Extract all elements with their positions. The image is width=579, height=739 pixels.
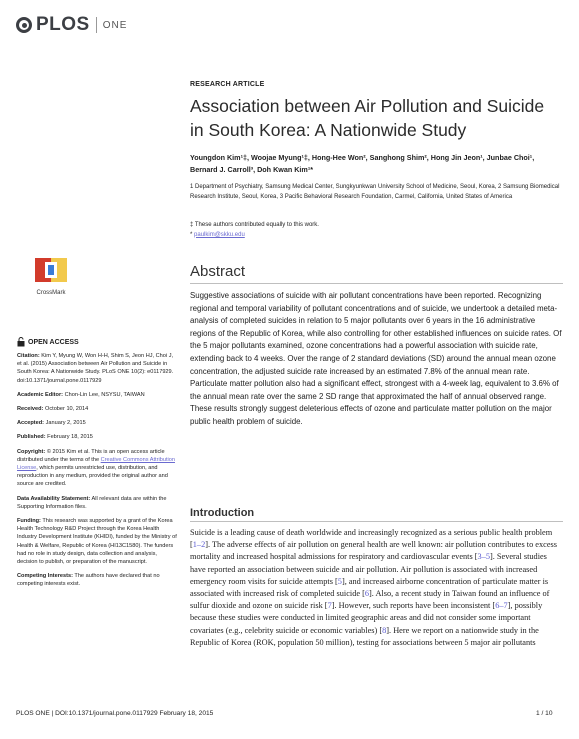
logo-divider: [96, 17, 97, 33]
received-date: October 10, 2014: [43, 406, 89, 413]
accepted-label: Accepted:: [17, 420, 45, 427]
funding-label: Funding:: [17, 518, 41, 525]
article-type: RESEARCH ARTICLE: [190, 81, 265, 88]
copyright-label: Copyright:: [17, 448, 46, 455]
intro-segment: ]. Also, a recent study in Taiwan found an influence of sulfur dioxide and ozone on suicide risk [: [190, 589, 550, 611]
reference-link[interactable]: 6: [364, 589, 370, 599]
crossmark-label: CrossMark: [36, 290, 66, 296]
intro-segment: Suicide is a leading cause of death worldwide and increasingly recognized as a serious public health problem [: [190, 528, 553, 550]
funding-block: [17, 517, 177, 566]
data-availability-label: Data Availability Statement:: [17, 495, 91, 502]
intro-segment: ]. The adverse effects of air pollution on general health are well known: air pollution contributes to excess mortality and increased hospital admissions for respiratory and cardiovascular events [: [190, 540, 557, 562]
logo-journal: ONE: [102, 19, 128, 31]
citation-text: Kim Y, Myung W, Won H-H, Shim S, Jeon HJ, Choi J, et al. (2015) Association between Air Pollution and Suicide in South Korea: A Nationwide Study. PLoS ONE 10(2): e0117929. doi:10.1371/journal.pone.0117929: [17, 353, 174, 384]
plos-logo-icon: [16, 17, 32, 33]
accepted-date: January 2, 2015: [44, 420, 86, 427]
logo-brand: PLOS: [36, 14, 90, 35]
competing-interests-text: The authors have declared that no competing interests exist.: [17, 573, 160, 588]
reference-link[interactable]: 7: [327, 601, 332, 611]
crossmark-icon: [29, 256, 73, 284]
reference-link[interactable]: 3–5: [477, 552, 490, 562]
published-block: [17, 433, 177, 441]
competing-interests-label: Competing Interests:: [17, 573, 73, 580]
data-availability-block: [17, 495, 177, 511]
open-access-badge: [17, 337, 79, 347]
reference-link[interactable]: 5: [337, 576, 342, 586]
page-number: 1 / 10: [536, 710, 553, 717]
introduction-heading: Introduction: [190, 507, 255, 519]
article-info-sidebar: [17, 352, 177, 595]
received-block: [17, 405, 177, 413]
corresponding-author: [190, 231, 560, 241]
email-prefix: *: [190, 231, 195, 238]
author-list: Youngdon Kim¹‡, Woojae Myung¹‡, Hong-Hee Won², Sanghong Shim², Hong Jin Jeon¹, Junbae Choi¹, Bernard J. Carroll³, Doh Kwan Kim¹*: [190, 153, 535, 174]
published-date: February 18, 2015: [45, 434, 93, 441]
editor-block: [17, 391, 177, 399]
author-notes: [190, 221, 560, 240]
intro-segment: ], possibly because these studies were conducted in limited geographic areas and did not consider some important covariates (e.g., celebrity suicide or economic variables) [: [190, 601, 543, 635]
plos-logo[interactable]: [16, 14, 127, 36]
intro-segment: ]. However, such reports have been inconsistent [: [331, 601, 496, 611]
copyright-block: [17, 448, 177, 489]
email-link[interactable]: paulkim@skku.edu: [194, 231, 245, 238]
copyright-text: © 2015 Kim et al. This is an open access article distributed under the terms of the: [17, 448, 165, 463]
intro-segment: ]. Several studies have reported an association between suicide and air pollution. Air pollution is associated with increased emergency room visits for suicide attempts [: [190, 552, 547, 586]
footer-citation: PLOS ONE | DOI:10.1371/journal.pone.0117929 February 18, 2015: [16, 710, 214, 717]
competing-interests-block: [17, 572, 177, 588]
open-lock-icon: [17, 337, 25, 347]
editor-label: Academic Editor:: [17, 391, 64, 398]
introduction-divider: [190, 521, 563, 522]
equal-contribution-note: ‡ These authors contributed equally to this work.: [190, 222, 319, 228]
reference-link[interactable]: 8: [382, 625, 387, 635]
copyright-text-end: , which permits unrestricted use, distribution, and reproduction in any medium, provided the original author and source are credited.: [17, 465, 168, 488]
abstract-heading: Abstract: [190, 263, 246, 280]
editor-text: Chon-Lin Lee, NSYSU, TAIWAN: [63, 391, 145, 398]
intro-segment: ], and increased airborne concentration of particulate matter is associated with increased risk of completed suicide [: [190, 576, 549, 599]
published-label: Published:: [17, 434, 46, 441]
reference-link[interactable]: 6–7: [495, 601, 508, 611]
abstract-divider: [190, 283, 563, 284]
intro-segment: ]. Here we report on a nationwide study in the Republic of Korea (ROK, population 50 million), testing for associations between 5 major air pollutants: [190, 625, 539, 647]
accepted-block: [17, 419, 177, 427]
data-availability-text: All relevant data are within the Supporting Information files.: [17, 495, 167, 510]
received-label: Received:: [17, 406, 44, 413]
reference-link[interactable]: 1–2: [192, 540, 206, 550]
affiliations: 1 Department of Psychiatry, Samsung Medical Center, Sungkyunkwan University School of Medicine, Seoul, Korea, 2 Samsung Biomedical Research Institute, Seoul, Korea, 3 Pacific Behavioral Research Foundation, Carmel, California, United States of America: [190, 184, 560, 200]
citation-block: [17, 352, 177, 385]
introduction-text: [190, 527, 563, 649]
license-link[interactable]: Creative Commons Attribution License: [17, 456, 175, 472]
open-access-label: OPEN ACCESS: [28, 338, 79, 346]
citation-label: Citation:: [17, 353, 40, 359]
abstract-text: Suggestive associations of suicide with air pollutant concentrations have been reported. Recognizing regional and temporal variability of pollutant concentrations and of suicide, we undertook a detailed meta-analysis of completed suicides in relation to 5 major pollutants over 6 years in the 16 administrative regions of the Republic of Korea, while also controlling for other established influences on suicide rates. Of the 5 major pollutants examined, ozone concentrations had a powerful association with suicide rate, extending back to 4 weeks. Over the range of 2 standard deviations (SD) around the annual mean ozone concentration, the adjusted suicide rate increased by an estimated 7.8% of the annual mean rate. Particulate matter pollution also had a significant effect, strongest with a 4-week lag, equivalent to 3.6% of the annual mean rate over the same 2 SD range that approximated the half of annual observed range. These results strongly suggest deleterious effects of ozone and particulate matter pollution on the major public health problem of suicide.: [190, 291, 562, 426]
article-title: Association between Air Pollution and Suicide in South Korea: A Nationwide Study: [190, 96, 545, 140]
funding-text: This research was supported by a grant of the Korea Health Technology R&D Project through the Korea Health Industry Development Institute (KHIDI), funded by the Ministry of Health & Welfare, Republic of Korea (HI13C1580). The funders had no role in study design, data collection and analysis, decision to publish, or preparation of the manuscript.: [17, 518, 177, 566]
crossmark-badge[interactable]: [29, 256, 73, 296]
